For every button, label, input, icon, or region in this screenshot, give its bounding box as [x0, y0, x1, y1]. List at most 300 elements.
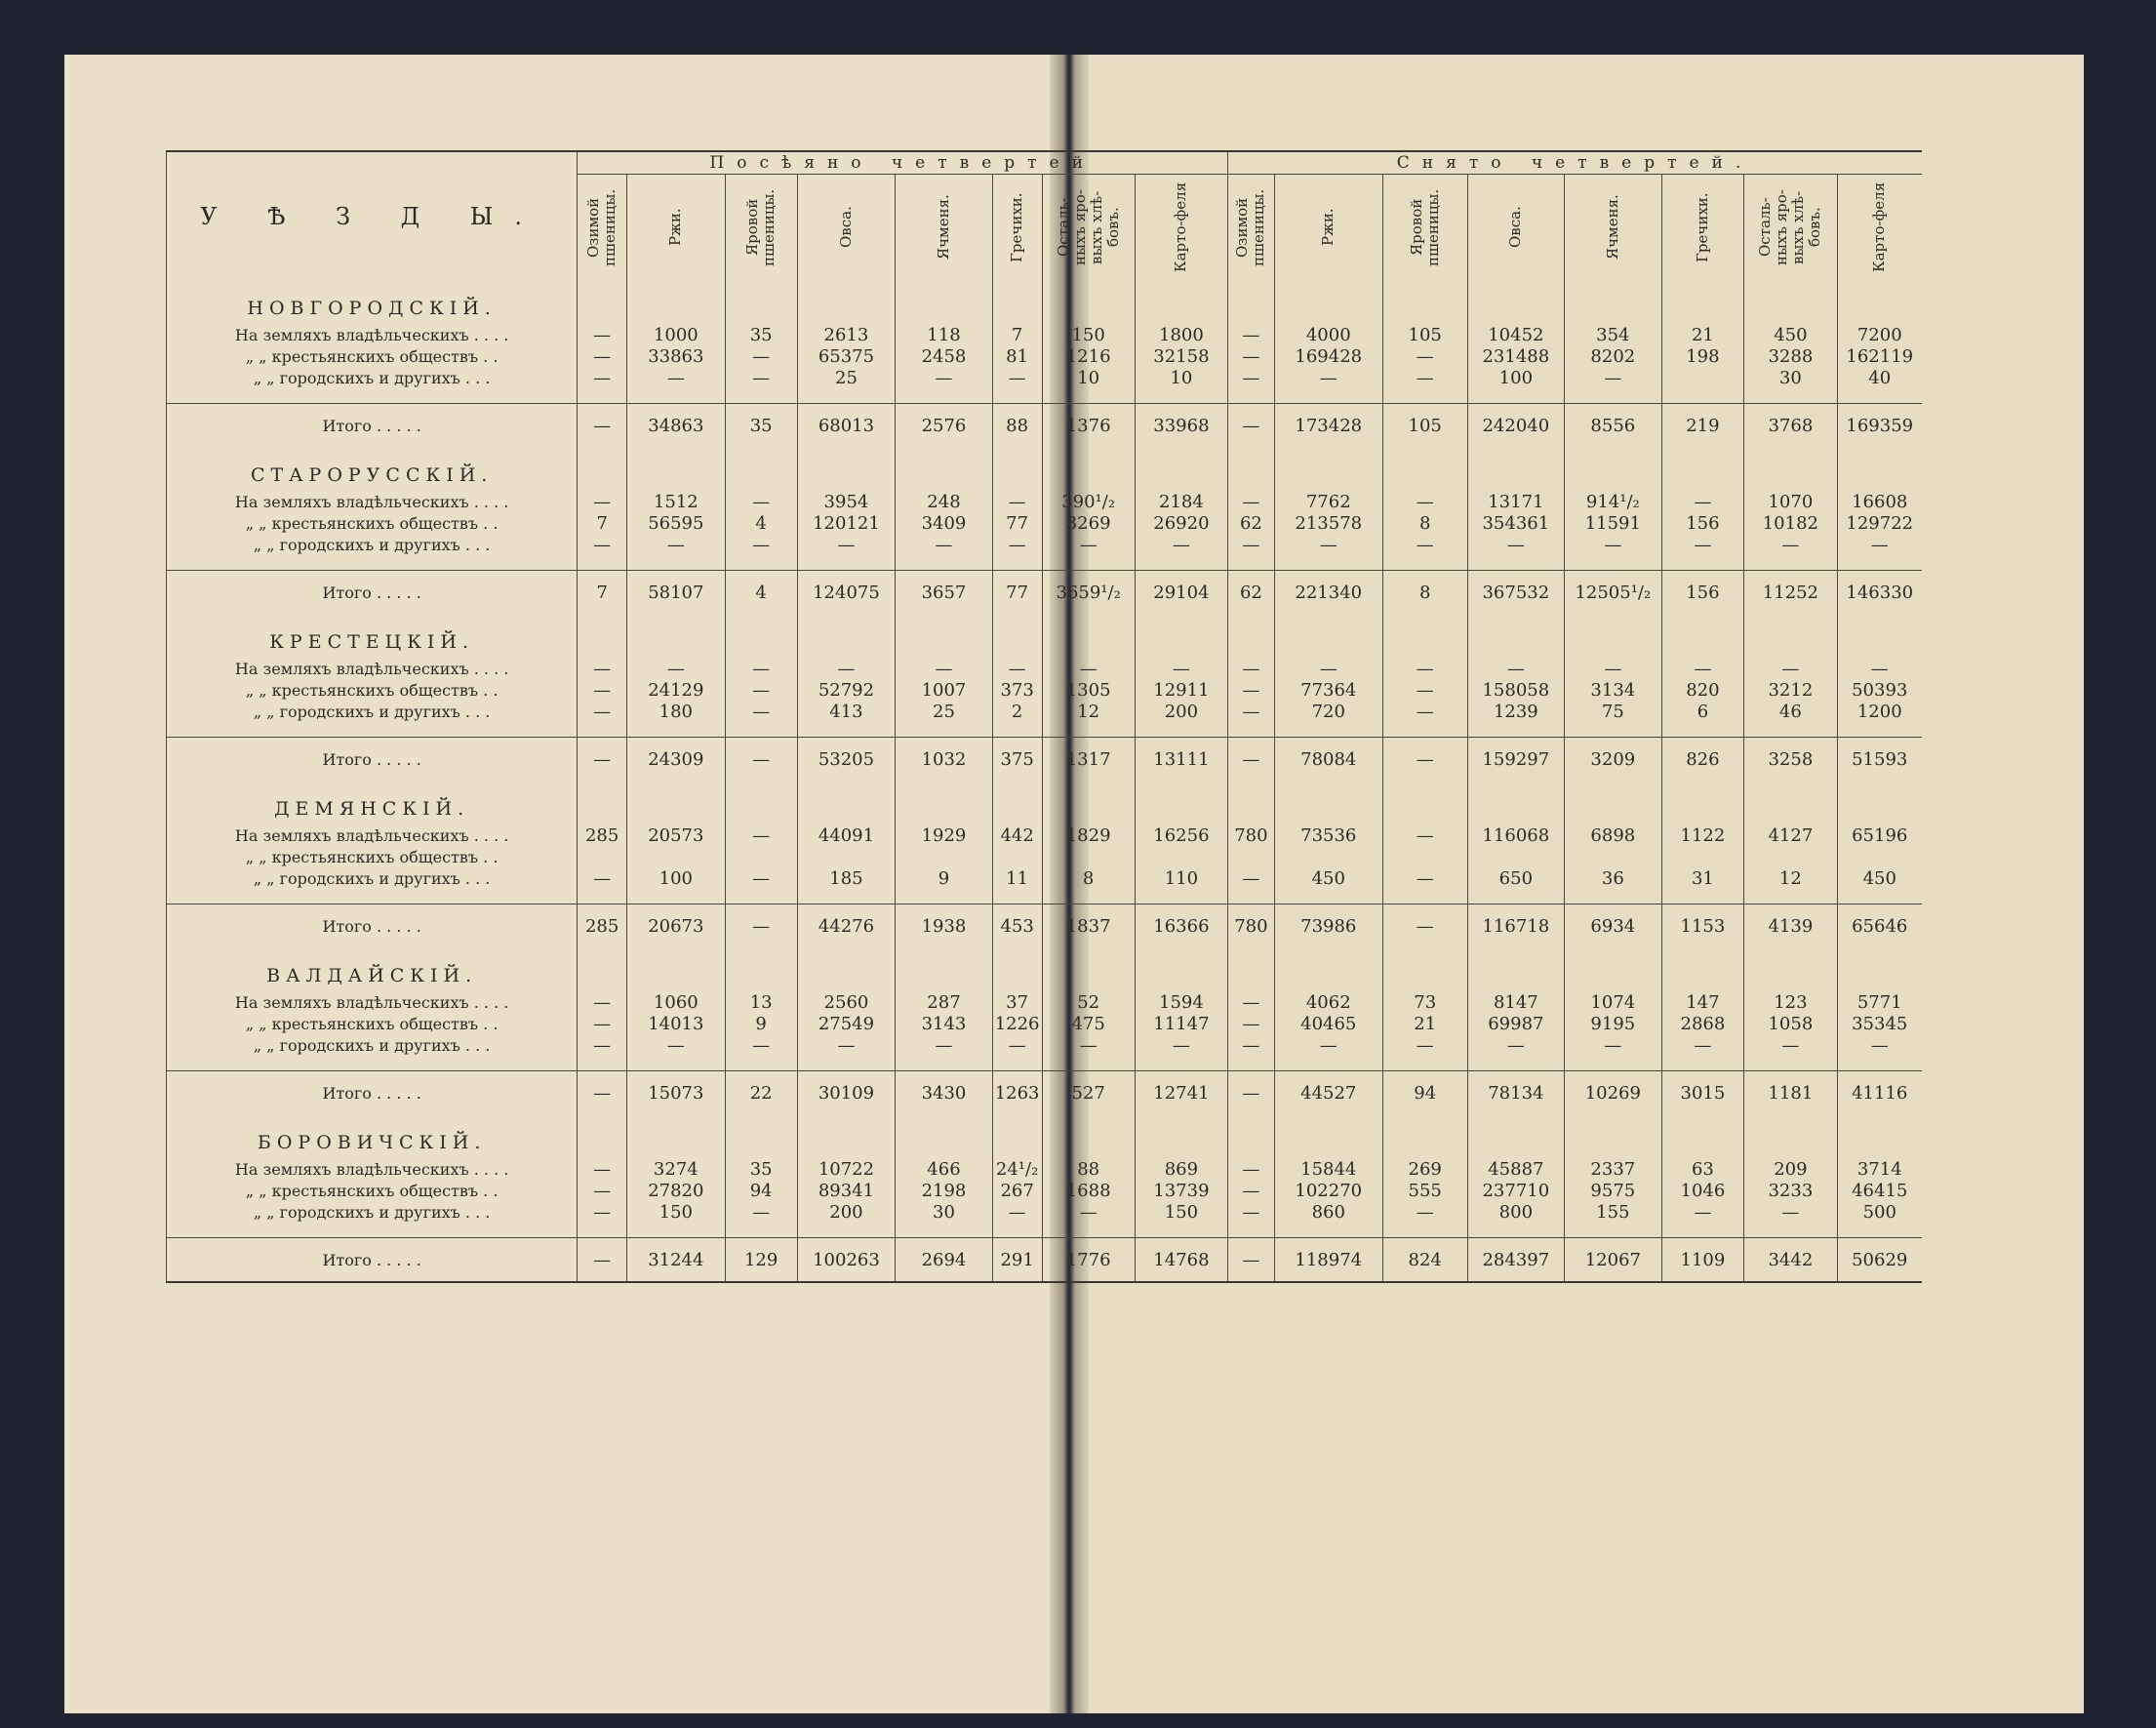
value: 14013	[648, 1014, 704, 1034]
empty-cell	[627, 447, 726, 492]
value: —	[837, 1035, 856, 1056]
value: 7200	[1857, 325, 1902, 345]
total-value: 3657	[896, 571, 992, 615]
empty-cell	[1837, 280, 1922, 325]
value-cell	[1382, 659, 1467, 723]
value: 1070	[1768, 492, 1814, 512]
total-value: —	[1382, 904, 1467, 948]
value: 10	[1077, 368, 1100, 388]
empty-cell	[627, 1114, 726, 1159]
value-cell	[896, 325, 992, 389]
value-cell	[797, 1159, 896, 1224]
value: —	[593, 1035, 612, 1056]
empty-cell	[797, 947, 896, 992]
district-name: ДЕМЯНСКІЙ.	[167, 781, 578, 825]
district-name: ВАЛДАЙСКІЙ.	[167, 947, 578, 992]
district-data-row	[167, 1159, 1923, 1224]
value-cell	[1042, 992, 1135, 1057]
value: 9195	[1590, 1014, 1636, 1034]
total-value: 2576	[896, 404, 992, 448]
district-data-row	[167, 825, 1923, 890]
value: 11147	[1153, 1014, 1210, 1034]
column-header-text: Ячменя.	[934, 194, 952, 261]
empty-cell	[1382, 947, 1467, 992]
value: —	[1008, 1035, 1026, 1056]
district-header-row	[167, 1114, 1923, 1159]
empty-cell	[992, 556, 1042, 571]
value: —	[1242, 346, 1260, 367]
value: —	[1870, 1035, 1889, 1056]
value: 65375	[818, 346, 875, 367]
value: 26920	[1153, 513, 1210, 534]
empty-cell	[992, 447, 1042, 492]
empty-cell	[1135, 280, 1227, 325]
value: —	[1604, 1035, 1622, 1056]
value: —	[752, 492, 771, 512]
value-cell	[1467, 1159, 1564, 1224]
total-value: —	[725, 738, 797, 782]
value: —	[837, 535, 856, 555]
value: 1800	[1159, 325, 1204, 345]
empty-cell	[1274, 890, 1382, 904]
value: 2868	[1680, 1014, 1726, 1034]
total-value: 219	[1661, 404, 1744, 448]
value: —	[593, 1181, 612, 1201]
empty-cell	[896, 447, 992, 492]
total-value: 44527	[1274, 1071, 1382, 1115]
empty-cell	[1382, 556, 1467, 571]
value-cell	[1042, 325, 1135, 389]
value-cell	[992, 992, 1042, 1057]
empty-cell	[1228, 1057, 1275, 1071]
value: 3274	[653, 1159, 699, 1180]
empty-cell	[578, 1224, 627, 1238]
value: —	[1319, 535, 1338, 555]
total-value: 3258	[1744, 738, 1837, 782]
empty-cell	[797, 389, 896, 404]
value: —	[1008, 535, 1026, 555]
value: 46	[1778, 702, 1802, 722]
empty-cell	[1467, 781, 1564, 825]
value	[627, 847, 725, 868]
empty-cell	[1467, 723, 1564, 738]
value-cell	[1135, 492, 1227, 556]
empty-cell	[896, 614, 992, 659]
empty-cell	[725, 280, 797, 325]
empty-cell	[797, 447, 896, 492]
total-value: —	[725, 904, 797, 948]
value-cell	[1382, 1159, 1467, 1224]
value: 3212	[1768, 680, 1814, 701]
value: —	[1319, 659, 1338, 679]
spacer-row	[167, 890, 1923, 904]
value: 4127	[1768, 825, 1814, 846]
value: 37	[1006, 992, 1029, 1013]
value: 94	[749, 1181, 773, 1201]
value-cell	[1228, 1159, 1275, 1224]
value: 1074	[1590, 992, 1636, 1013]
value-cell	[1135, 992, 1227, 1057]
empty-cell	[1042, 614, 1135, 659]
empty-cell	[627, 280, 726, 325]
value-cell	[1042, 659, 1135, 723]
value: 213578	[1295, 513, 1363, 534]
empty-cell	[1467, 556, 1564, 571]
value: —	[1172, 659, 1190, 679]
column-header	[1467, 175, 1564, 281]
value-cell	[725, 992, 797, 1057]
land-category-label: „ „ крестьянскихъ обществъ . .	[245, 514, 499, 533]
value-cell	[1565, 825, 1661, 890]
empty-cell	[725, 447, 797, 492]
district-header-row	[167, 280, 1923, 325]
value: —	[1416, 868, 1434, 889]
total-value: 3659¹/₂	[1042, 571, 1135, 615]
empty-cell	[1744, 556, 1837, 571]
value: —	[666, 368, 685, 388]
value: 914¹/₂	[1585, 492, 1640, 512]
empty-cell	[1274, 556, 1382, 571]
value-cell	[896, 825, 992, 890]
land-category-label: „ „ городскихъ и другихъ . . .	[253, 869, 491, 888]
value: 231488	[1482, 346, 1550, 367]
empty-cell	[797, 723, 896, 738]
value-cell	[1042, 1159, 1135, 1224]
value: 35	[749, 325, 773, 345]
value	[993, 847, 1042, 868]
value: —	[1506, 1035, 1525, 1056]
land-category-labels	[167, 325, 578, 389]
value: 62	[1239, 513, 1262, 534]
value: —	[1319, 368, 1338, 388]
land-category-labels	[167, 1159, 578, 1224]
total-value: 12741	[1135, 1071, 1227, 1115]
value: —	[1008, 1202, 1026, 1223]
empty-cell	[1382, 890, 1467, 904]
total-value: 824	[1382, 1238, 1467, 1283]
value: 180	[659, 702, 694, 722]
value-cell	[1467, 825, 1564, 890]
total-value: 65646	[1837, 904, 1922, 948]
value-cell	[1837, 825, 1922, 890]
column-header-text: Озимой пшеницы.	[1233, 188, 1268, 266]
total-label: Итого . . . . .	[167, 404, 578, 448]
value: 7762	[1305, 492, 1351, 512]
empty-cell	[1382, 1114, 1467, 1159]
empty-cell	[167, 389, 578, 404]
value: —	[935, 535, 953, 555]
total-value: —	[1228, 738, 1275, 782]
total-value: 78084	[1274, 738, 1382, 782]
empty-cell	[167, 556, 578, 571]
district-total-row	[167, 1071, 1923, 1115]
empty-cell	[992, 890, 1042, 904]
column-header	[1135, 175, 1227, 281]
value-cell	[1661, 659, 1744, 723]
empty-cell	[1661, 781, 1744, 825]
value: 500	[1862, 1202, 1896, 1223]
column-header	[1565, 175, 1661, 281]
value: —	[935, 1035, 953, 1056]
total-value: 33968	[1135, 404, 1227, 448]
value-cell	[1135, 659, 1227, 723]
empty-cell	[1744, 723, 1837, 738]
value: 10722	[818, 1159, 875, 1180]
district-total-row	[167, 904, 1923, 948]
value-cell	[1467, 992, 1564, 1057]
total-value: 51593	[1837, 738, 1922, 782]
value: 10452	[1488, 325, 1544, 345]
value: —	[593, 492, 612, 512]
value: 6	[1697, 702, 1709, 722]
column-header-text: Гречихи.	[1008, 192, 1026, 262]
value: —	[1242, 325, 1260, 345]
value: 4	[755, 513, 767, 534]
value: —	[1604, 368, 1622, 388]
empty-cell	[1565, 556, 1661, 571]
empty-cell	[992, 389, 1042, 404]
column-header	[1382, 175, 1467, 281]
empty-cell	[1135, 1057, 1227, 1071]
total-value: 88	[992, 404, 1042, 448]
value: 88	[1077, 1159, 1100, 1180]
empty-cell	[1744, 280, 1837, 325]
value-cell	[992, 659, 1042, 723]
empty-cell	[1274, 447, 1382, 492]
column-header	[1228, 175, 1275, 281]
value: —	[1242, 992, 1260, 1013]
empty-cell	[1565, 447, 1661, 492]
value: —	[1781, 1202, 1800, 1223]
land-category-label: „ „ городскихъ и другихъ . . .	[253, 369, 491, 387]
empty-cell	[1744, 389, 1837, 404]
empty-cell	[1565, 947, 1661, 992]
value: 3714	[1857, 1159, 1902, 1180]
empty-cell	[1382, 614, 1467, 659]
empty-cell	[992, 280, 1042, 325]
empty-cell	[627, 1057, 726, 1071]
value: —	[1242, 1014, 1260, 1034]
empty-cell	[1744, 781, 1837, 825]
empty-cell	[896, 1224, 992, 1238]
value-cell	[627, 825, 726, 890]
total-value: 58107	[627, 571, 726, 615]
value-cell	[1382, 492, 1467, 556]
value: 50393	[1852, 680, 1908, 701]
empty-cell	[1565, 1114, 1661, 1159]
column-header	[992, 175, 1042, 281]
value: 40	[1868, 368, 1892, 388]
empty-cell	[1228, 389, 1275, 404]
value: 150	[659, 1202, 694, 1223]
value: 6898	[1590, 825, 1636, 846]
value: 1512	[653, 492, 699, 512]
empty-cell	[578, 447, 627, 492]
value: 185	[829, 868, 863, 889]
column-header	[627, 175, 726, 281]
empty-cell	[1042, 447, 1135, 492]
value: 25	[933, 702, 955, 722]
empty-cell	[1274, 947, 1382, 992]
value	[1468, 847, 1564, 868]
value: 720	[1311, 702, 1345, 722]
value: —	[837, 659, 856, 679]
empty-cell	[1837, 556, 1922, 571]
column-header	[725, 175, 797, 281]
total-value: 8	[1382, 571, 1467, 615]
empty-cell	[797, 1224, 896, 1238]
value-cell	[1228, 492, 1275, 556]
value	[1043, 847, 1135, 868]
value-cell	[1661, 992, 1744, 1057]
empty-cell	[992, 947, 1042, 992]
empty-cell	[627, 781, 726, 825]
value: 5771	[1857, 992, 1902, 1013]
land-category-label: „ „ крестьянскихъ обществъ . .	[245, 681, 499, 700]
value: 1226	[994, 1014, 1040, 1034]
value-cell	[1744, 659, 1837, 723]
total-value: 1263	[992, 1071, 1042, 1115]
value: 3409	[921, 513, 967, 534]
empty-cell	[627, 614, 726, 659]
empty-cell	[1228, 1224, 1275, 1238]
empty-cell	[578, 556, 627, 571]
value: 123	[1774, 992, 1808, 1013]
value	[798, 847, 896, 868]
value-cell	[1467, 492, 1564, 556]
value: —	[752, 702, 771, 722]
value: 7	[596, 513, 608, 534]
value: 73	[1414, 992, 1437, 1013]
value	[578, 847, 626, 868]
value: —	[593, 868, 612, 889]
total-value: 780	[1228, 904, 1275, 948]
empty-cell	[1744, 614, 1837, 659]
value: —	[935, 659, 953, 679]
value: 13739	[1153, 1181, 1210, 1201]
total-value: 10269	[1565, 1071, 1661, 1115]
empty-cell	[992, 1057, 1042, 1071]
value: 10	[1170, 368, 1193, 388]
harvest-group-header: Снято четвертей.	[1228, 151, 1922, 175]
empty-cell	[896, 1057, 992, 1071]
empty-cell	[797, 614, 896, 659]
empty-cell	[1661, 556, 1744, 571]
value: 12	[1778, 868, 1802, 889]
value: —	[593, 992, 612, 1013]
empty-cell	[578, 1057, 627, 1071]
empty-cell	[896, 947, 992, 992]
empty-cell	[1274, 1114, 1382, 1159]
empty-cell	[1661, 890, 1744, 904]
land-category-label: „ „ крестьянскихъ обществъ . .	[245, 1015, 499, 1033]
value: 158058	[1482, 680, 1550, 701]
value: 77364	[1300, 680, 1357, 701]
empty-cell	[1042, 389, 1135, 404]
empty-cell	[578, 947, 627, 992]
value-cell	[1661, 1159, 1744, 1224]
value: 12911	[1153, 680, 1210, 701]
district-header-row	[167, 947, 1923, 992]
value: —	[1416, 346, 1434, 367]
district-name: СТАРОРУССКІЙ.	[167, 447, 578, 492]
value: —	[1242, 368, 1260, 388]
value: 33863	[648, 346, 704, 367]
total-value: 68013	[797, 404, 896, 448]
empty-cell	[1661, 723, 1744, 738]
empty-cell	[578, 614, 627, 659]
value: —	[593, 535, 612, 555]
district-header-row	[167, 447, 1923, 492]
value: 269	[1408, 1159, 1442, 1180]
value: —	[752, 659, 771, 679]
empty-cell	[1565, 723, 1661, 738]
value: 77	[1006, 513, 1029, 534]
value-cell	[992, 492, 1042, 556]
land-category-label: „ „ городскихъ и другихъ . . .	[253, 703, 491, 721]
empty-cell	[1382, 1057, 1467, 1071]
empty-cell	[797, 1057, 896, 1071]
column-header-text: Ржи.	[1319, 208, 1338, 247]
value-cell	[896, 492, 992, 556]
value: —	[752, 825, 771, 846]
district-name: БОРОВИЧСКІЙ.	[167, 1114, 578, 1159]
value: 555	[1408, 1181, 1442, 1201]
value-cell	[1382, 825, 1467, 890]
value: 25	[835, 368, 858, 388]
total-label: Итого . . . . .	[167, 571, 578, 615]
value: 780	[1234, 825, 1268, 846]
land-category-label: „ „ крестьянскихъ обществъ . .	[245, 1182, 499, 1200]
total-value: 173428	[1274, 404, 1382, 448]
value-cell	[1565, 992, 1661, 1057]
total-value: 1109	[1661, 1238, 1744, 1283]
value: —	[1781, 1035, 1800, 1056]
total-value: 73986	[1274, 904, 1382, 948]
land-category-labels	[167, 492, 578, 556]
value: 3134	[1590, 680, 1636, 701]
empty-cell	[1744, 890, 1837, 904]
empty-cell	[992, 1114, 1042, 1159]
empty-cell	[1661, 280, 1744, 325]
value-cell	[627, 492, 726, 556]
value: 52792	[818, 680, 875, 701]
value: 40465	[1300, 1014, 1357, 1034]
column-header-text: Овса.	[836, 206, 855, 249]
empty-cell	[1661, 1114, 1744, 1159]
value-cell	[1274, 492, 1382, 556]
district-data-row	[167, 325, 1923, 389]
total-value: 284397	[1467, 1238, 1564, 1283]
total-value: 3209	[1565, 738, 1661, 782]
total-value: 6934	[1565, 904, 1661, 948]
empty-cell	[1565, 389, 1661, 404]
total-label: Итого . . . . .	[167, 1238, 578, 1283]
land-category-label: „ „ крестьянскихъ обществъ . .	[245, 347, 499, 366]
total-value: 94	[1382, 1071, 1467, 1115]
value: 8147	[1493, 992, 1538, 1013]
empty-cell	[992, 723, 1042, 738]
empty-cell	[1467, 947, 1564, 992]
value: —	[1416, 492, 1434, 512]
value-cell	[725, 825, 797, 890]
value: 248	[927, 492, 961, 512]
empty-cell	[1135, 723, 1227, 738]
value: 1216	[1065, 346, 1111, 367]
value: —	[1416, 1202, 1434, 1223]
total-value: —	[1228, 404, 1275, 448]
value: 105	[1408, 325, 1442, 345]
